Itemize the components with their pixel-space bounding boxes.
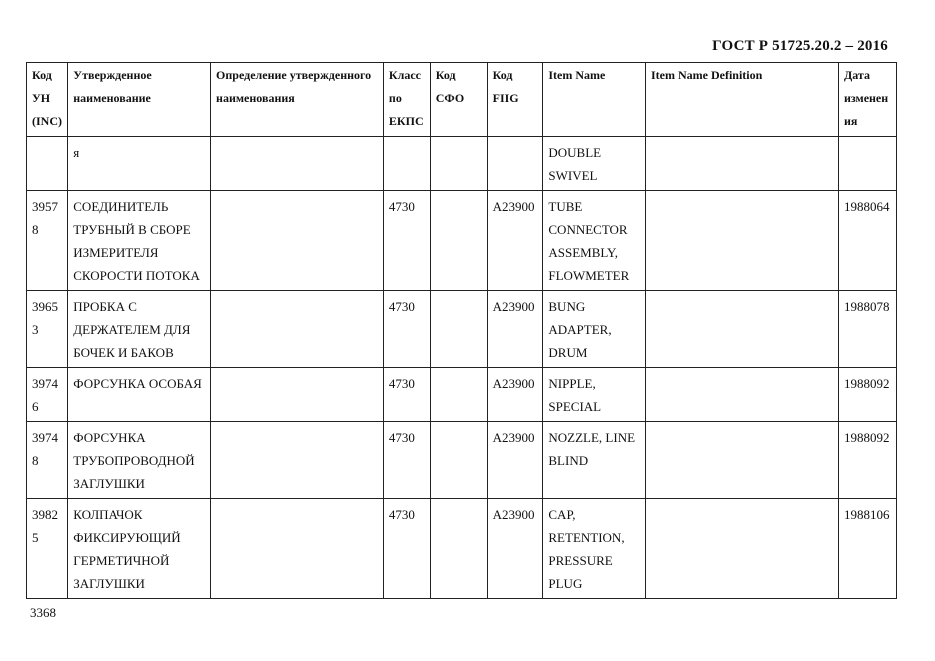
table-row — [27, 137, 897, 191]
table-row — [27, 422, 897, 499]
column-header-approved-name: Утвержденное наименование — [68, 63, 211, 137]
cell-date: 1988106 — [838, 499, 896, 599]
cell-approved-name: СОЕДИНИТЕЛЬ ТРУБНЫЙ В СБОРЕ ИЗМЕРИТЕЛЯ СКОРОСТИ ПОТОКА — [68, 191, 211, 291]
document-header: ГОСТ Р 51725.20.2 – 2016 — [712, 38, 888, 54]
cell-fiig: A23900 — [487, 291, 543, 368]
cell-date: 1988064 — [838, 191, 896, 291]
cell-item-name: NOZZLE, LINE BLIND — [543, 422, 646, 499]
registry-table-container — [26, 62, 897, 599]
cell-name-definition — [211, 137, 384, 191]
cell-name-definition — [211, 191, 384, 291]
cell-sfo — [430, 191, 487, 291]
cell-approved-name: я — [68, 137, 211, 191]
page-number: 3368 — [30, 605, 56, 620]
cell-fiig: A23900 — [487, 368, 543, 422]
column-header-class: Класс по ЕКПС — [383, 63, 430, 137]
cell-class — [383, 137, 430, 191]
cell-date: 1988078 — [838, 291, 896, 368]
cell-sfo — [430, 368, 487, 422]
cell-inc: 39748 — [27, 422, 68, 499]
cell-inc: 39653 — [27, 291, 68, 368]
cell-fiig: A23900 — [487, 191, 543, 291]
cell-fiig: A23900 — [487, 499, 543, 599]
cell-sfo — [430, 291, 487, 368]
cell-class: 4730 — [383, 368, 430, 422]
cell-approved-name: ПРОБКА С ДЕРЖАТЕЛЕМ ДЛЯ БОЧЕК И БАКОВ — [68, 291, 211, 368]
cell-item-name-definition — [646, 422, 839, 499]
column-header-date: Дата изменения — [838, 63, 896, 137]
table-row — [27, 191, 897, 291]
table-header-row — [27, 63, 897, 137]
cell-item-name-definition — [646, 368, 839, 422]
cell-date — [838, 137, 896, 191]
cell-name-definition — [211, 422, 384, 499]
column-header-item-name-definition: Item Name Definition — [646, 63, 839, 137]
cell-item-name: TUBE CONNECTOR ASSEMBLY, FLOWMETER — [543, 191, 646, 291]
cell-class: 4730 — [383, 499, 430, 599]
table-row — [27, 499, 897, 599]
cell-sfo — [430, 422, 487, 499]
column-header-fiig: Код FIIG — [487, 63, 543, 137]
cell-class: 4730 — [383, 191, 430, 291]
cell-sfo — [430, 137, 487, 191]
cell-item-name: CAP, RETENTION, PRESSURE PLUG — [543, 499, 646, 599]
cell-approved-name: ФОРСУНКА ОСОБАЯ — [68, 368, 211, 422]
cell-class: 4730 — [383, 422, 430, 499]
registry-table — [26, 62, 897, 599]
cell-date: 1988092 — [838, 368, 896, 422]
cell-item-name-definition — [646, 191, 839, 291]
cell-inc — [27, 137, 68, 191]
cell-inc: 39825 — [27, 499, 68, 599]
cell-fiig — [487, 137, 543, 191]
cell-approved-name: КОЛПАЧОК ФИКСИРУЮЩИЙ ГЕРМЕТИЧНОЙ ЗАГЛУШКИ — [68, 499, 211, 599]
cell-item-name: NIPPLE, SPECIAL — [543, 368, 646, 422]
cell-name-definition — [211, 291, 384, 368]
cell-fiig: A23900 — [487, 422, 543, 499]
cell-sfo — [430, 499, 487, 599]
cell-approved-name: ФОРСУНКА ТРУБОПРОВОДНОЙ ЗАГЛУШКИ — [68, 422, 211, 499]
table-row — [27, 368, 897, 422]
cell-inc: 39746 — [27, 368, 68, 422]
column-header-sfo: Код СФО — [430, 63, 487, 137]
cell-inc: 39578 — [27, 191, 68, 291]
cell-name-definition — [211, 499, 384, 599]
column-header-item-name: Item Name — [543, 63, 646, 137]
cell-item-name-definition — [646, 137, 839, 191]
cell-item-name-definition — [646, 499, 839, 599]
table-row — [27, 291, 897, 368]
cell-item-name: BUNG ADAPTER, DRUM — [543, 291, 646, 368]
column-header-name-definition: Определение утвержденного наименования — [211, 63, 384, 137]
cell-item-name: DOUBLE SWIVEL — [543, 137, 646, 191]
cell-date: 1988092 — [838, 422, 896, 499]
cell-item-name-definition — [646, 291, 839, 368]
cell-name-definition — [211, 368, 384, 422]
column-header-inc: Код УН (INC) — [27, 63, 68, 137]
cell-class: 4730 — [383, 291, 430, 368]
